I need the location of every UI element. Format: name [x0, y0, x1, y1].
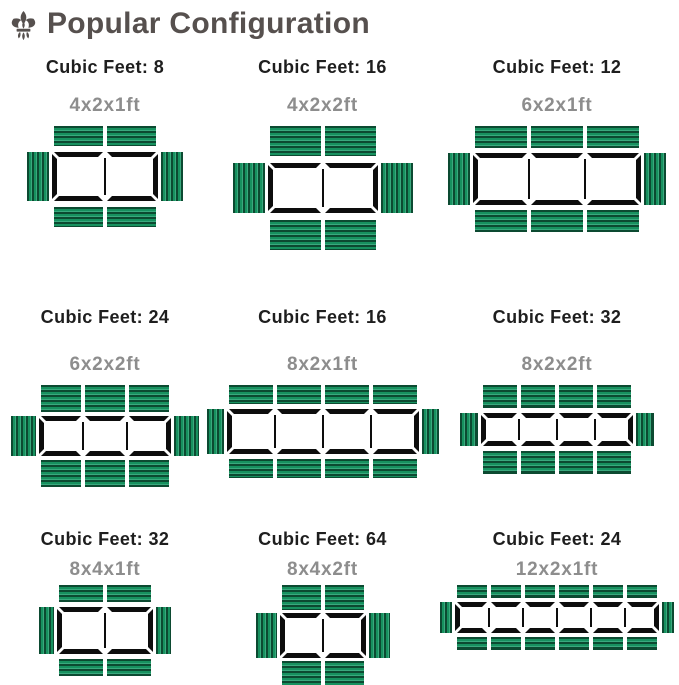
- page-header: [0, 0, 679, 43]
- config-grid: [0, 43, 679, 684]
- config-diagram: [256, 585, 390, 685]
- page-title: Popular Configuration: [47, 6, 370, 40]
- config-card-6x2x2: [0, 293, 210, 515]
- cubic-feet-label: Cubic Feet: 32: [492, 307, 622, 327]
- config-diagram: [11, 385, 199, 487]
- dimensions-label: 8x4x2ft: [286, 559, 359, 580]
- config-card-8x2x1: [210, 293, 435, 515]
- dimensions-label: 12x2x1ft: [515, 559, 599, 580]
- config-card-4x2x2: [210, 43, 435, 293]
- cubic-feet-label: Cubic Feet: 32: [40, 529, 170, 549]
- config-card-8x2x2: [435, 293, 679, 515]
- config-diagram: [233, 126, 413, 250]
- cubic-feet-label: Cubic Feet: 12: [492, 57, 622, 77]
- cubic-feet-label: Cubic Feet: 24: [492, 529, 622, 549]
- dimensions-label: 8x2x1ft: [286, 354, 359, 375]
- dimensions-label: 8x2x2ft: [521, 354, 593, 375]
- cubic-feet-label: Cubic Feet: 16: [258, 307, 387, 327]
- dimensions-label: 4x2x1ft: [69, 95, 141, 116]
- dimensions-label: 6x2x1ft: [521, 95, 593, 116]
- dimensions-label: 6x2x2ft: [69, 354, 141, 375]
- dimensions-label: 4x2x2ft: [286, 95, 359, 116]
- config-diagram: [39, 585, 171, 676]
- dimensions-label: 8x4x1ft: [69, 559, 141, 580]
- config-diagram: [27, 126, 183, 227]
- config-card-12x2x1: [435, 515, 679, 684]
- cubic-feet-label: Cubic Feet: 64: [258, 529, 387, 549]
- config-diagram: [207, 385, 439, 478]
- config-card-6x2x1: [435, 43, 679, 293]
- config-diagram: [448, 126, 666, 232]
- config-diagram: [460, 385, 654, 474]
- cubic-feet-label: Cubic Feet: 8: [45, 57, 165, 77]
- config-diagram: [440, 585, 674, 650]
- config-card-8x4x1: [0, 515, 210, 684]
- cubic-feet-label: Cubic Feet: 16: [258, 57, 387, 77]
- config-card-8x4x2: [210, 515, 435, 684]
- cubic-feet-label: Cubic Feet: 24: [40, 307, 170, 327]
- config-card-4x2x1: [0, 43, 210, 293]
- fleur-de-lis-icon: [9, 10, 38, 41]
